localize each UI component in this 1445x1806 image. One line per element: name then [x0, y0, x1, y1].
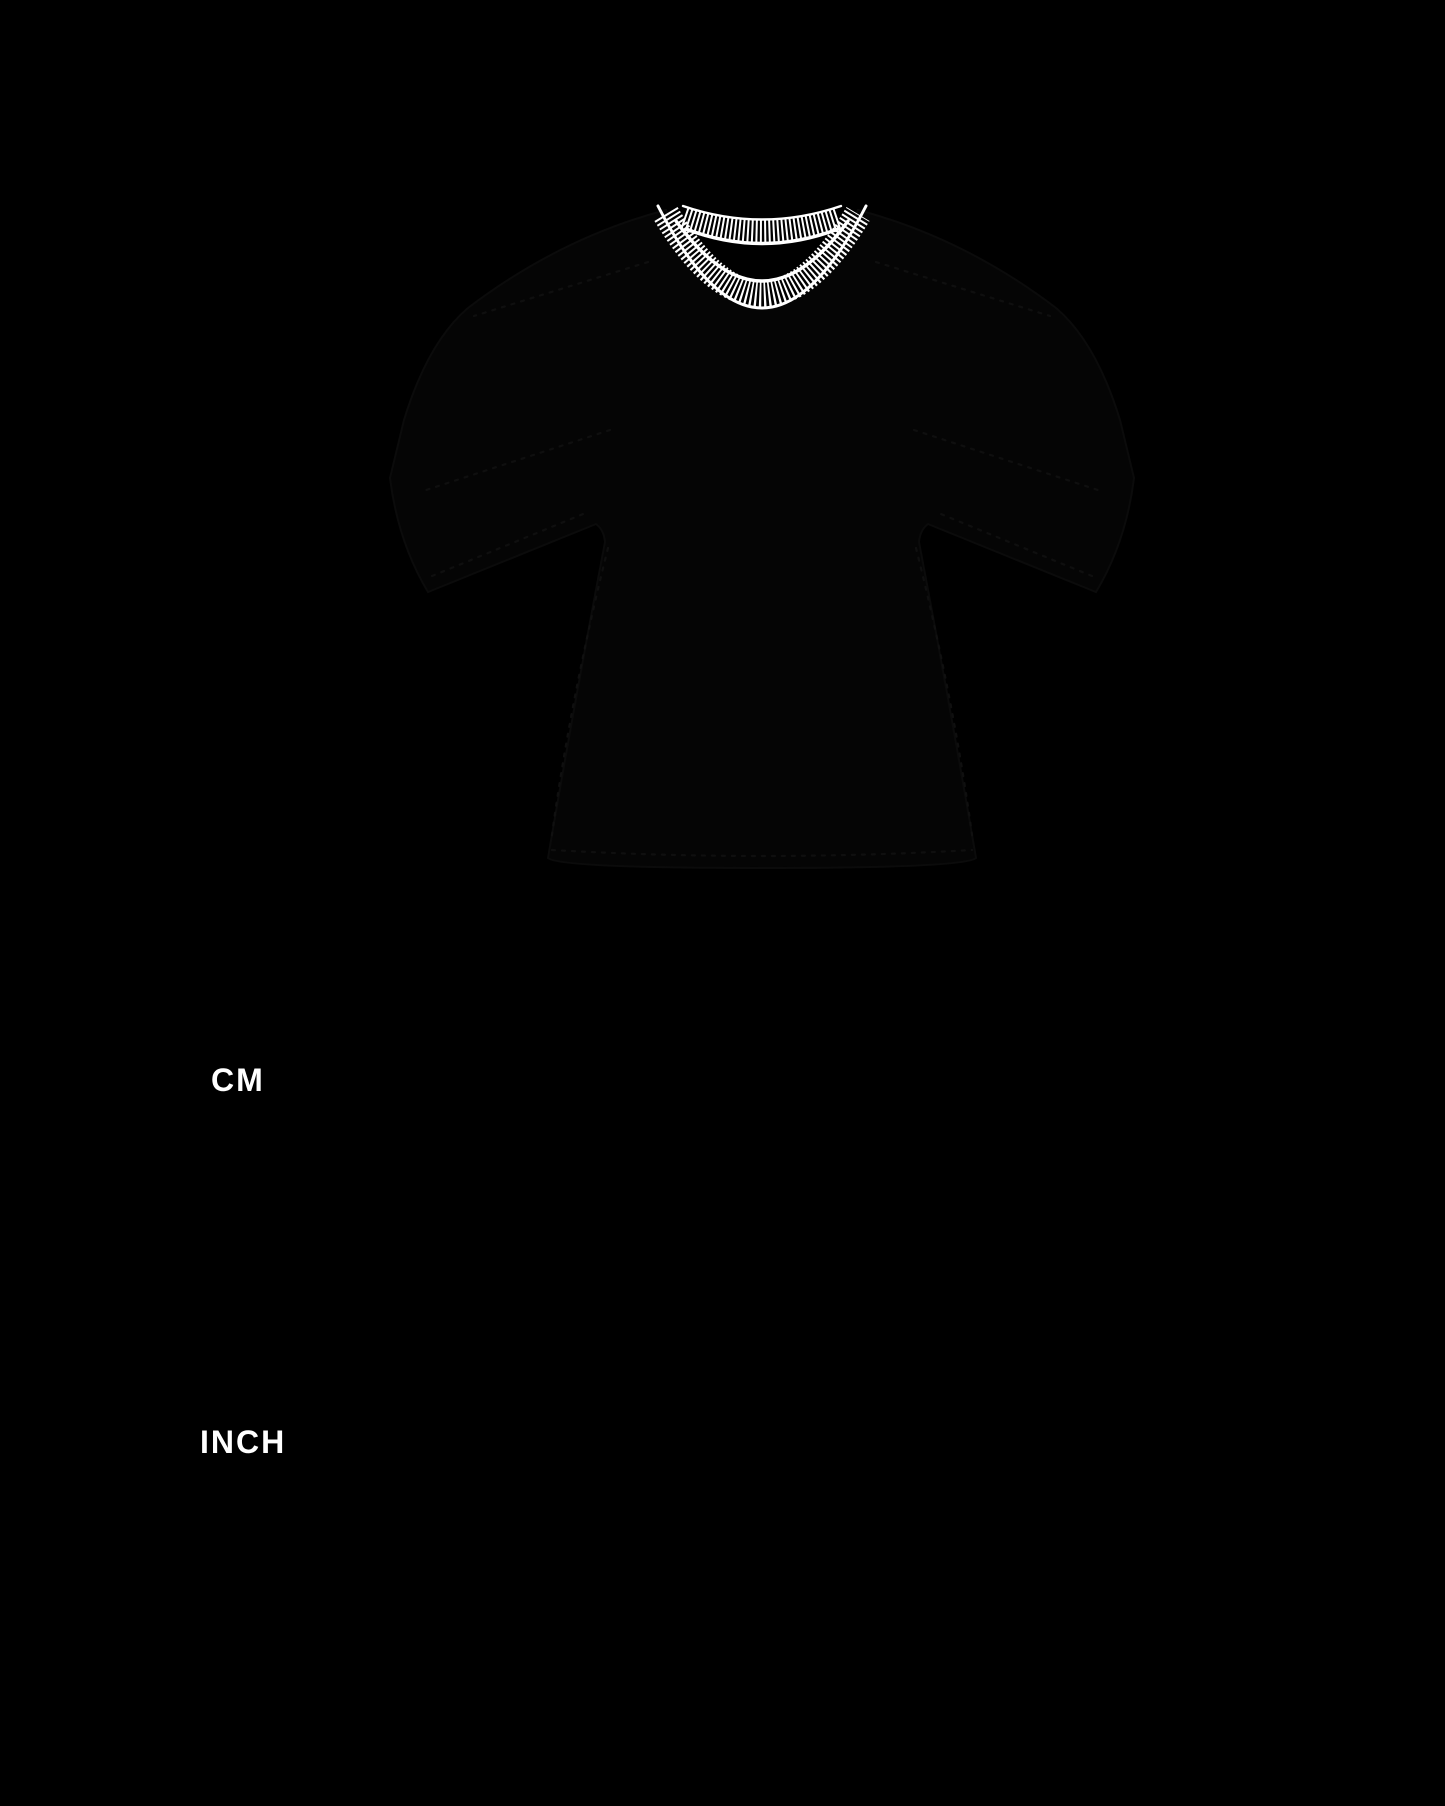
inch-unit-label: INCH — [200, 1424, 287, 1460]
cm-unit-label: CM — [211, 1062, 265, 1098]
